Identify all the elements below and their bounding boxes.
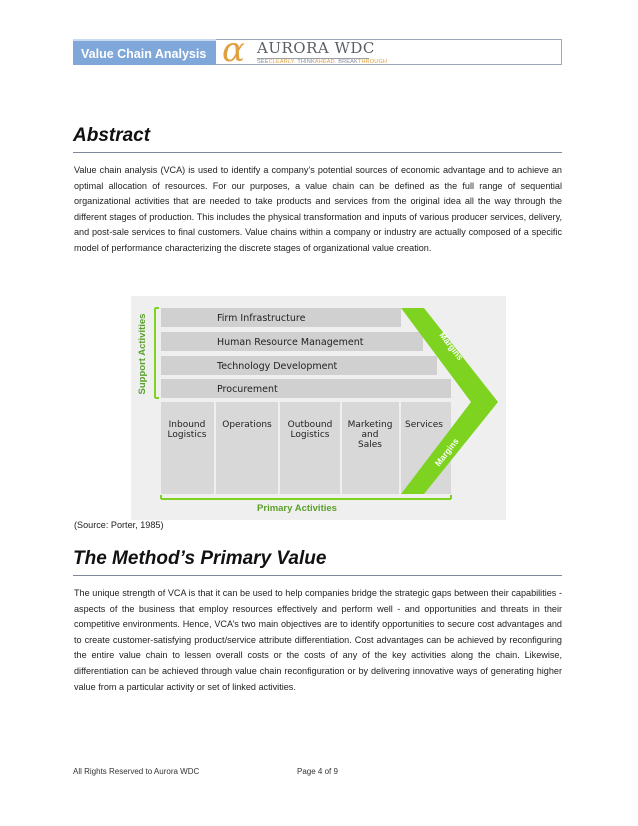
primary-column xyxy=(161,402,214,494)
margins-label-top: Margins xyxy=(437,330,466,363)
primary-column-label: Marketing xyxy=(347,420,393,430)
support-row xyxy=(161,379,451,398)
header-title: Value Chain Analysis xyxy=(81,47,207,61)
support-activities-label: Support Activities xyxy=(137,313,148,395)
support-row-label: Technology Development xyxy=(217,361,338,372)
header-title-tab xyxy=(73,39,216,65)
support-row-label: Human Resource Management xyxy=(217,337,364,348)
primary-column-label: Outbound xyxy=(287,420,333,430)
margins-label-bottom: Margins xyxy=(432,436,461,469)
primary-column-label: Logistics xyxy=(167,430,207,440)
abstract-rule xyxy=(73,152,562,153)
footer-page-number: Page 4 of 9 xyxy=(297,767,338,776)
primary-column-label: Services xyxy=(405,420,443,430)
figure-source: (Source: Porter, 1985) xyxy=(74,520,164,530)
logo-tagline: SEECLEARLY. THINKAHEAD. BREAKTHROUGH xyxy=(257,59,388,65)
primary-column-label: Sales xyxy=(358,440,382,450)
logo-name: AURORA WDC xyxy=(257,39,375,57)
abstract-body: Value chain analysis (VCA) is used to identify a company’s potential sources of economic advantage and to achieve an optimal allocation of resources. For our purposes, a value chain can be defined as the full range of sequential organizational activities that are needed to take products and services from the original idea all the way through the different stages of production. This includes the physical transformation and inputs of various producer services, delivery, and post-sale services to final customers. Value chains within a company or industry are actually composed of a specific model of performance characterizing the discrete stages of organizational value creation. xyxy=(74,165,562,253)
primary-column xyxy=(280,402,340,494)
abstract-heading: Abstract xyxy=(73,125,151,146)
method-heading: The Method’s Primary Value xyxy=(73,548,327,569)
primary-column-label: Operations xyxy=(222,420,272,430)
primary-column-label: Logistics xyxy=(290,430,330,440)
aurora-alpha-logo-icon: α xyxy=(222,30,245,70)
method-body: The unique strength of VCA is that it can be used to help companies bridge the strategic gaps between their capabilities - aspects of the business that employ resources effectively and perform well - and opportunities and threats in their competitive environments. Hence, VCA’s two main objectives are to identify opportunities to secure cost advantages and to create customer-satisfying product/service attribute differentiation. Cost advantages can be achieved by reconfiguring the entire value chain to lessen overall costs or the costs of any of the key activities along the chain. Likewise, differentiation can be achieved through value chain reconfiguration or by delivering innovative ways of generating higher value from a particular activity or set of linked activities. xyxy=(74,588,562,692)
primary-column-label: Inbound xyxy=(168,420,206,430)
support-row-label: Firm Infrastructure xyxy=(217,313,306,324)
primary-activities-label: Primary Activities xyxy=(257,503,337,514)
method-rule xyxy=(73,575,562,576)
primary-column-label: and xyxy=(361,430,379,440)
primary-columns xyxy=(161,402,451,494)
support-row-label: Procurement xyxy=(217,384,278,395)
primary-column xyxy=(216,402,278,494)
footer-rights: All Rights Reserved to Aurora WDC xyxy=(73,767,200,776)
value-chain-diagram xyxy=(131,296,506,520)
